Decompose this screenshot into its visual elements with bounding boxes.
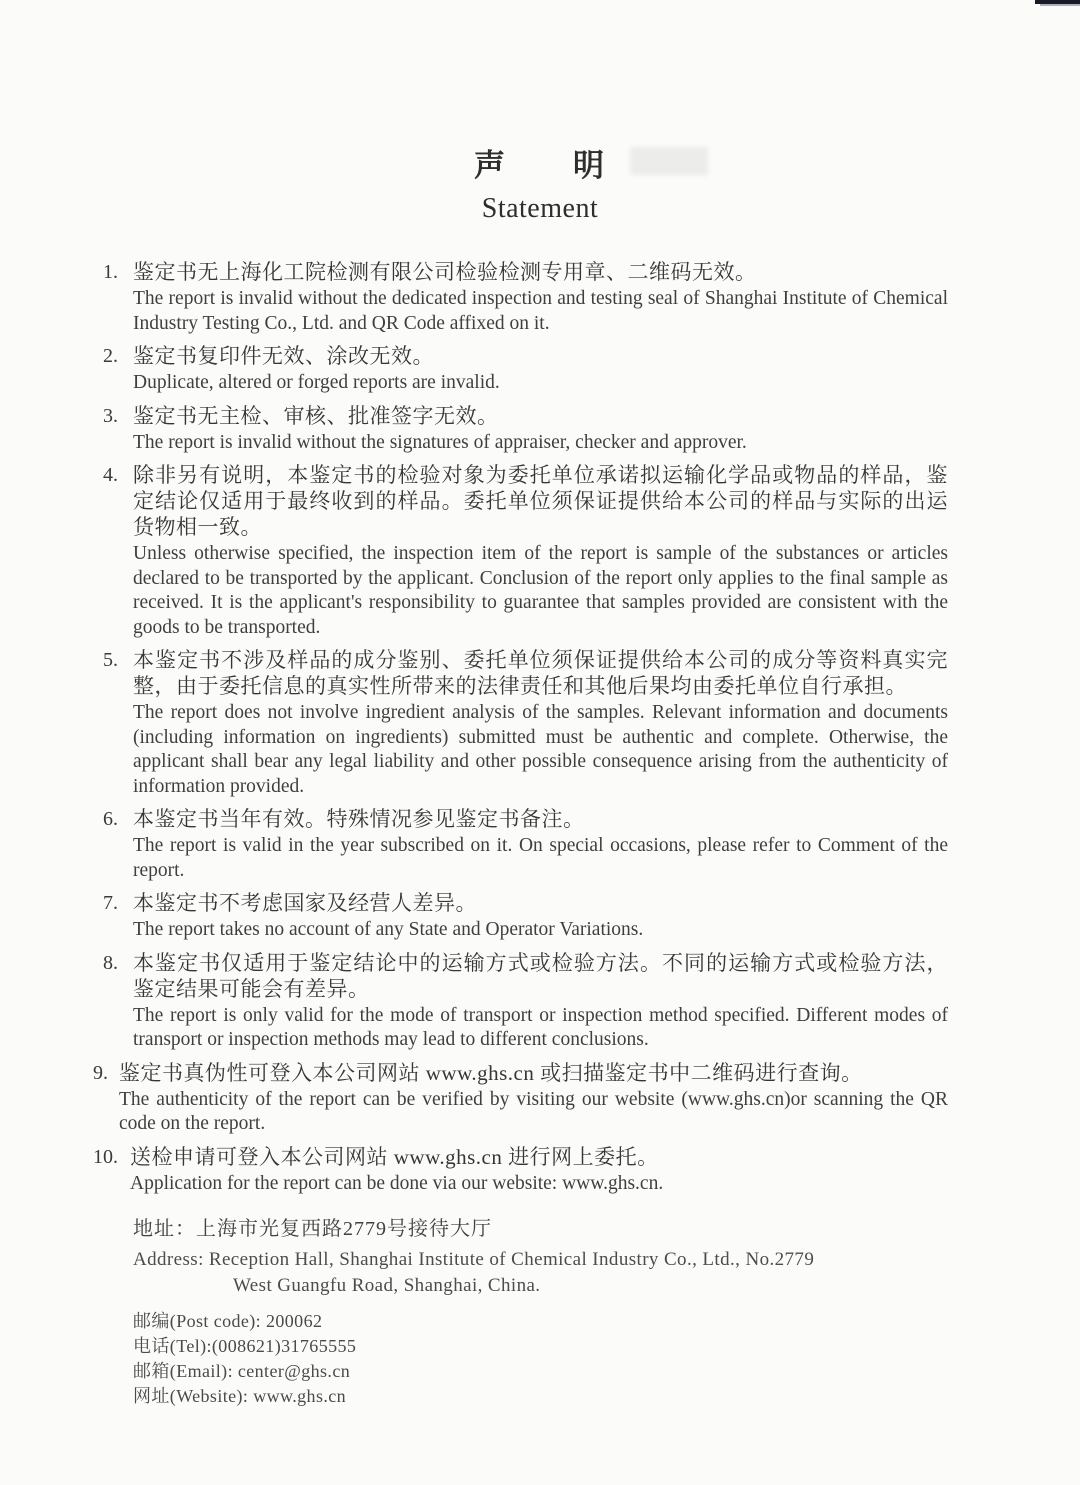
item-number: 9. xyxy=(93,1061,108,1084)
item-text-en: The report does not involve ingredient analysis of the samples. Relevant information and documents (including information on ingredients) submitted must be authentic and complete. Otherwise, the applicant shall bear any legal liability and other possible consequence arising from the authenticity of information provided. xyxy=(133,702,948,797)
page-title-en: Statement xyxy=(481,193,599,224)
item-text-zh: 鉴定书无主检、审核、批准签字无效。 xyxy=(133,403,499,428)
item-body xyxy=(130,1144,948,1197)
item-number: 8. xyxy=(103,951,118,974)
tel-line: 电话(Tel):(008621)31765555 xyxy=(133,1336,357,1356)
item-text-en: The report is invalid without the signatures of appraiser, checker and approver. xyxy=(133,431,747,453)
item-number: 7. xyxy=(103,892,118,914)
statement-item-5 xyxy=(103,647,948,799)
item-body xyxy=(133,403,948,456)
statement-item-1 xyxy=(103,259,948,336)
page-title-zh-char1: 声 xyxy=(474,148,507,183)
postcode-line: 邮编(Post code): 200062 xyxy=(133,1311,323,1331)
item-body xyxy=(133,647,948,799)
item-text-zh: 送检申请可登入本公司网站 www.ghs.cn 进行网上委托。 xyxy=(130,1144,659,1169)
item-body xyxy=(133,890,948,943)
page-title-zh-char2: 明 xyxy=(573,148,606,183)
statement-item-7 xyxy=(103,890,948,943)
scan-artifact-smudge xyxy=(630,147,708,175)
item-text-en: The report is only valid for the mode of transport or inspection method specified. Different modes of transport or inspection methods may lead to different conclusions. xyxy=(133,1004,948,1050)
item-number: 1. xyxy=(103,261,118,283)
item-body xyxy=(133,950,948,1053)
item-text-zh: 本鉴定书仅适用于鉴定结论中的运输方式或检验方法。不同的运输方式或检验方法，鉴定结果可能会有差异。 xyxy=(133,950,948,1001)
item-text-en: Unless otherwise specified, the inspection item of the report is sample of the substances or articles declared to be transported by the applicant. Conclusion of the report only applies to the final sample as received. It is the applicant's responsibility to guarantee that samples provided are consistent with the goods to be transported. xyxy=(133,543,948,638)
item-text-zh: 鉴定书无上海化工院检测有限公司检验检测专用章、二维码无效。 xyxy=(133,260,757,284)
address-en-line1: Address: Reception Hall, Shanghai Institute of Chemical Industry Co., Ltd., No.2779 xyxy=(133,1249,815,1270)
statement-item-8 xyxy=(103,950,948,1053)
item-text-en: The authenticity of the report can be verified by visiting our website (www.ghs.cn)or scanning the QR code on the report. xyxy=(119,1088,948,1134)
item-body xyxy=(133,343,948,396)
item-text-en: The report takes no account of any State and Operator Variations. xyxy=(133,919,644,940)
item-body xyxy=(119,1060,948,1137)
item-text-en: The report is valid in the year subscribed on it. On special occasions, please refer to Comment of the report. xyxy=(133,835,948,881)
statement-items-list xyxy=(93,259,948,1196)
page-title-zh xyxy=(0,140,1080,185)
statement-item-4 xyxy=(103,462,948,640)
address-zh: 地址：上海市光复西路2779号接待大厅 xyxy=(133,1218,492,1240)
item-number: 5. xyxy=(103,649,118,671)
item-number: 3. xyxy=(103,404,118,427)
document-header xyxy=(0,0,1080,225)
item-number: 6. xyxy=(103,808,118,830)
contact-block xyxy=(133,1216,948,1409)
item-text-zh: 鉴定书真伪性可登入本公司网站 www.ghs.cn 或扫描鉴定书中二维码进行查询。 xyxy=(119,1060,863,1085)
item-number: 4. xyxy=(103,464,118,486)
item-body xyxy=(133,259,948,336)
statement-item-2 xyxy=(103,343,948,396)
item-text-en: Duplicate, altered or forged reports are invalid. xyxy=(133,372,500,393)
item-text-zh: 本鉴定书不考虑国家及经营人差异。 xyxy=(133,891,477,915)
contact-lines xyxy=(133,1309,948,1409)
item-text-zh: 除非另有说明，本鉴定书的检验对象为委托单位承诺拟运输化学品或物品的样品，鉴定结论仅适用于最终收到的样品。委托单位须保证提供给本公司的样品与实际的出运货物相一致。 xyxy=(133,463,948,539)
statement-item-9 xyxy=(93,1060,948,1137)
website-line: 网址(Website): www.ghs.cn xyxy=(133,1386,347,1406)
item-number: 10. xyxy=(93,1145,118,1168)
item-body xyxy=(133,462,948,640)
email-line: 邮箱(Email): center@ghs.cn xyxy=(133,1361,351,1381)
item-body xyxy=(133,806,948,883)
item-text-en: The report is invalid without the dedicated inspection and testing seal of Shanghai Institute of Chemical Industry Testing Co., Ltd. and QR Code affixed on it. xyxy=(133,288,948,334)
item-text-en: Application for the report can be done via our website: www.ghs.cn. xyxy=(130,1172,664,1194)
item-text-zh: 鉴定书复印件无效、涂改无效。 xyxy=(133,344,434,368)
item-number: 2. xyxy=(103,345,118,367)
statement-item-10 xyxy=(93,1144,948,1197)
statement-item-3 xyxy=(103,403,948,456)
scan-artifact-top-right-shadow xyxy=(1040,4,1080,6)
item-text-zh: 本鉴定书当年有效。特殊情况参见鉴定书备注。 xyxy=(133,807,585,831)
item-text-zh: 本鉴定书不涉及样品的成分鉴别、委托单位须保证提供给本公司的成分等资料真实完整，由于委托信息的真实性所带来的法律责任和其他后果均由委托单位自行承担。 xyxy=(133,648,948,698)
address-en-line2: West Guangfu Road, Shanghai, China. xyxy=(233,1275,541,1296)
statement-item-6 xyxy=(103,806,948,883)
